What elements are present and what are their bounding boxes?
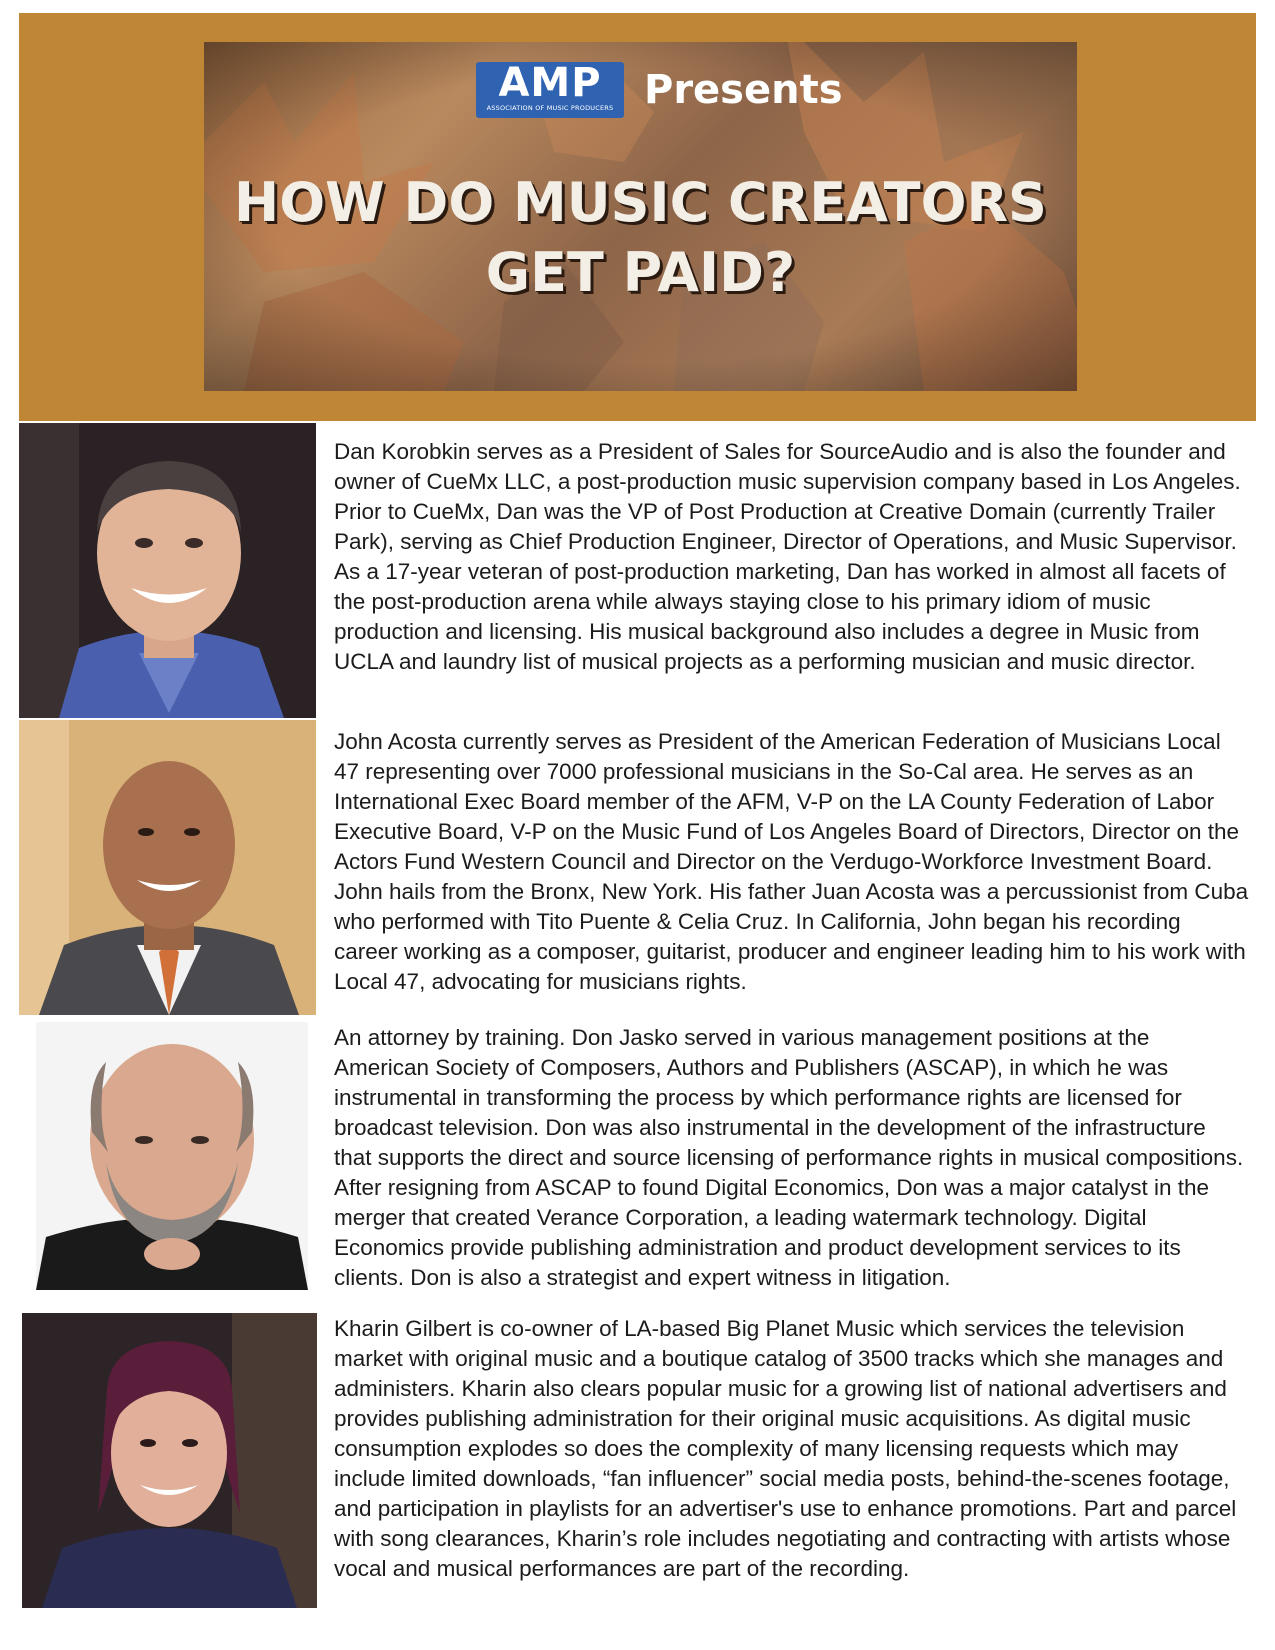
speaker-bio-3: An attorney by training. Don Jasko served in various management positions at the American Society of Composers, Authors and Publishers (ASCAP), in which he was instrumental in transforming the process by which performance rights are licensed for broadcast television. Don was also instrumental in the development of the infrastructure that supports the direct and source licensing of performance rights in musical compositions. After resigning from ASCAP to found Digital Economics, Don was a major catalyst in the merger that created Verance Corporation, a leading watermark technology. Digital Economics provide publishing administration and product development services to its clients. Don is also a strategist and expert witness in litigation. xyxy=(334,1025,1244,1290)
speaker-photo-1 xyxy=(19,423,316,718)
speaker-bio-4: Kharin Gilbert is co-owner of LA-based Big Planet Music which services the television market with original music and a boutique catalog of 3500 tracks which she manages and administers. Kharin also clears popular music for a growing list of national advertisers and provides publishing administration for their original music acquisitions. As digital music consumption explodes so does the complexity of many licensing requests which may include limited downloads, “fan influencer” social media posts, behind-the-scenes footage, and participation in playlists for an advertiser's use to enhance promotions. Part and parcel with song clearances, Kharin’s role includes negotiating and contracting with artists whose vocal and musical performances are part of the recording. xyxy=(334,1316,1237,1581)
speaker-bio-2: John Acosta currently serves as President of the American Federation of Musicians Local 47 representing over 7000 professional musicians in the So-Cal area. He serves as an International Exec Board member of the AFM, V-P on the LA County Federation of Labor Executive Board, V-P on the Music Fund of Los Angeles Board of Directors, Director on the Actors Fund Western Council and Director on the Verdugo-Workforce Investment Board. John hails from the Bronx, New York. His father Juan Acosta was a percussionist from Cuba who performed with Tito Puente & Celia Cruz. In California, John began his recording career working as a composer, guitarist, producer and engineer leading him to his work with Local 47, advocating for musicians rights. xyxy=(334,729,1249,994)
speaker-photo-2 xyxy=(19,720,316,1015)
event-title-line-2: GET PAID? xyxy=(485,241,796,304)
person-photo-icon xyxy=(22,1313,317,1608)
event-title xyxy=(204,168,1077,308)
event-title-line-1: HOW DO MUSIC CREATORS xyxy=(234,171,1047,234)
amp-logo-subtitle: ASSOCIATION OF MUSIC PRODUCERS xyxy=(486,104,614,112)
speaker-photo-3 xyxy=(36,1022,308,1290)
speaker-photo-4 xyxy=(22,1313,317,1608)
speaker-bio-1: Dan Korobkin serves as a President of Sales for SourceAudio and is also the founder and owner of CueMx LLC, a post-production music supervision company based in Los Angeles. Prior to CueMx, Dan was the VP of Post Production at Creative Domain (currently Trailer Park), serving as Chief Production Engineer, Director of Operations, and Music Supervisor. As a 17-year veteran of post-production marketing, Dan has worked in almost all facets of the post-production arena while always staying close to his primary idiom of music production and licensing. His musical background also includes a degree in Music from UCLA and laundry list of musical projects as a performing musician and music director. xyxy=(334,439,1241,674)
person-photo-icon xyxy=(19,720,316,1015)
amp-logo-text: AMP xyxy=(498,60,602,106)
amp-logo xyxy=(476,62,624,118)
person-photo-icon xyxy=(36,1022,308,1290)
event-banner xyxy=(204,42,1077,391)
presents-label: Presents xyxy=(644,67,843,113)
person-photo-icon xyxy=(19,423,316,718)
